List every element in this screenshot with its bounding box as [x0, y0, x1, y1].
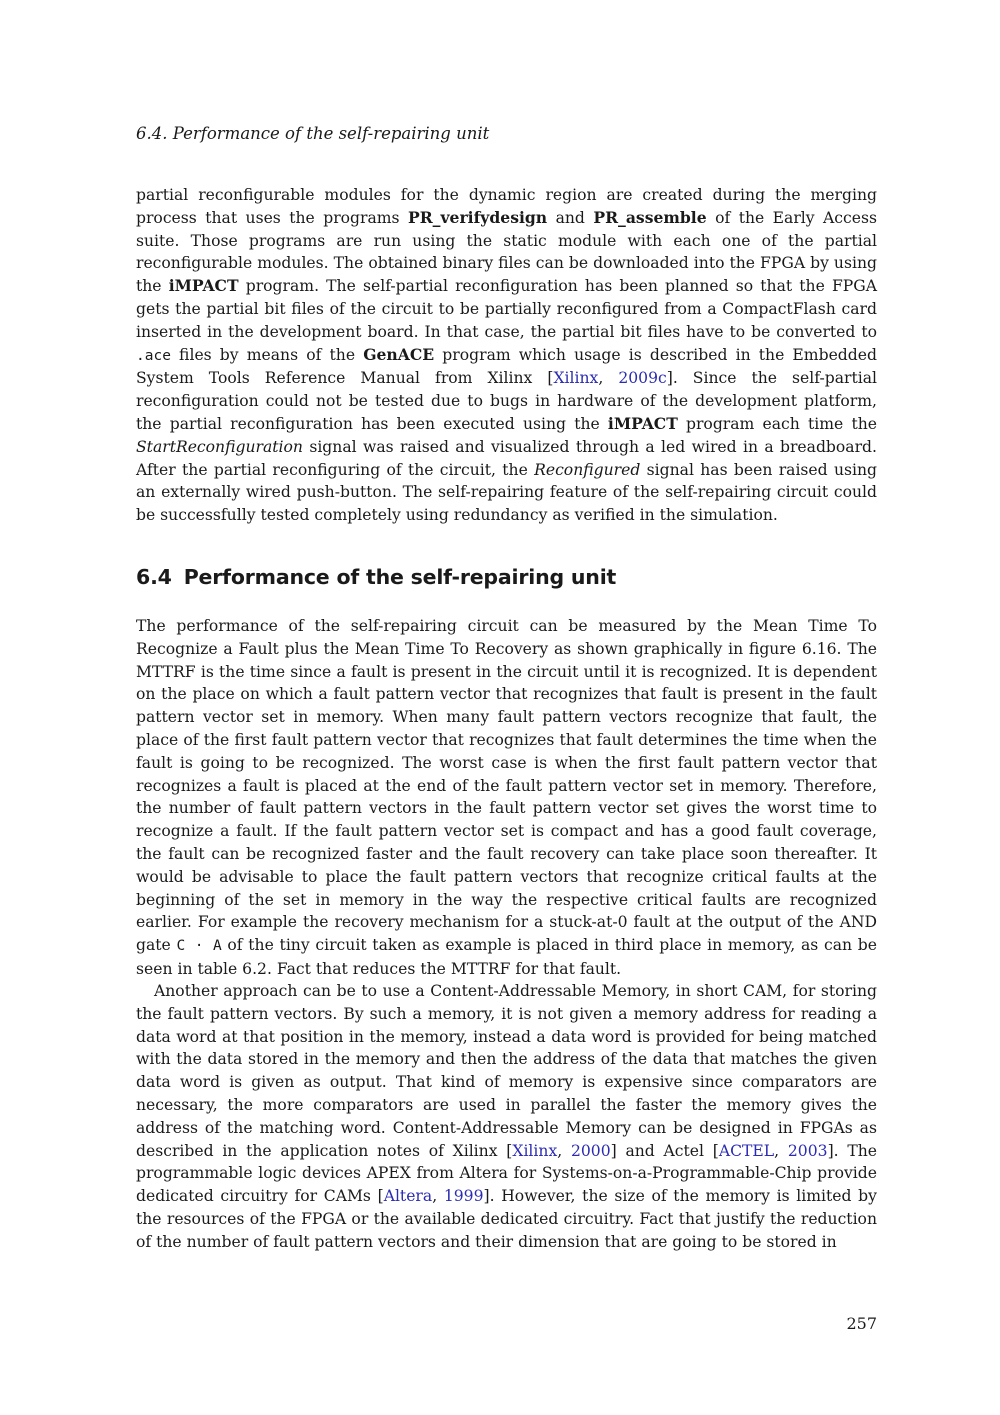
section-number: 6.4 — [136, 565, 172, 589]
citation-link[interactable]: Altera — [383, 1187, 433, 1206]
signal-name: StartReconfiguration — [136, 437, 303, 456]
program-name: iMPACT — [168, 276, 239, 296]
citation-link[interactable]: Xilinx — [512, 1141, 558, 1160]
program-name: PR_verifydesign — [408, 207, 548, 227]
paragraph-performance: The performance of the self-repairing circuit can be measured by the Mean Time To Recognize a Fault plus the Mean Time To Recovery as shown graphically in figure 6.16. The MTTRF is the time since a fault is present in the circuit until it is recognized. It is dependent on the place on which a fault pattern vector that recognizes that fault is present in the fault pattern vector set in memory. When many fault pattern vectors recognize that fault, the place of the first fault pattern vector that recognizes that fault determines the time when the fault is going to be recognized. The worst case is when the first fault pattern vector that recognizes a fault is placed at the end of the fault pattern vector set in memory. Therefore, the number of fault pattern vectors in the fault pattern vector set gives the worst time to recognize a fault. If the fault pattern vector set is compact and has a good fault coverage, the fault can be recognized faster and the fault recovery can take place soon thereafter. It would be advisable to place the fault pattern vectors that recognize critical faults at the beginning of the set in memory in the way the respective critical faults are recognized earlier. For example the recovery mechanism for a stuck-at-0 fault at the output of the AND gate C · A of the tiny circuit taken as example is placed in third place in memory, as can be seen in table 6.2. Fact that reduces the MTTRF for that fault. — [136, 617, 877, 978]
citation-link[interactable]: 2009c — [618, 369, 667, 388]
signal-name: Reconfigured — [534, 460, 641, 479]
program-name: PR_assemble — [593, 207, 707, 227]
citation-link[interactable]: ACTEL — [718, 1141, 775, 1160]
paragraph-cam: Another approach can be to use a Content-Addressable Memory, in short CAM, for storing the fault pattern vectors. By such a memory, it is not given a memory address for reading a data word at that position in the memory, instead a data word is provided for being matched with the data stored in the memory and then the address of the data that matches the given data word is given as output. That kind of memory is expensive since comparators are necessary, the more comparators are used in parallel the faster the memory gives the address of the matching word. Content-Addressable Memory can be designed in FPGAs as described in the application notes of Xilinx [Xilinx, 2000] and Actel [ACTEL, 2003]. The programmable logic devices APEX from Altera for Systems-on-a-Programmable-Chip provide dedicated circuitry for CAMs [Altera, 1999]. However, the size of the memory is limited by the resources of the FPGA or the available dedicated circuitry. Fact that justify the reduction of the number of fault pattern vectors and their dimension that are going to be stored in — [136, 982, 878, 1251]
program-name: GenACE — [363, 344, 435, 364]
citation-link[interactable]: 2003 — [787, 1141, 828, 1160]
paragraph-reconfiguration: partial reconfigurable modules for the dynamic region are created during the merging process that uses the programs PR_verifydesign and PR_assemble of the Early Access suite. Those programs are run using the static module with each one of the partial reconfigurable modules. The obtained binary files can be downloaded into the FPGA by using the iMPACT program. The self-partial reconfiguration has been planned so that the FPGA gets the partial bit files of the circuit to be partially reconfigured from a CompactFlash card inserted in the development board. In that case, the partial bit files have to be converted to .ace files by means of the GenACE program which usage is described in the Embedded System Tools Reference Manual from Xilinx [Xilinx, 2009c]. Since the self-partial reconfiguration could not be tested due to bugs in hardware of the development platform, the partial reconfiguration has been executed using the iMPACT program each time the StartReconfiguration signal was raised and visualized through a led wired in a breadboard. After the partial reconfiguring of the circuit, the Reconfigured signal has been raised using an externally wired push-button. The self-repairing feature of the self-repairing circuit could be successfully tested completely using redundancy as verified in the simulation. — [136, 186, 878, 525]
file-extension: .ace — [136, 347, 171, 364]
page-number: 257 — [846, 1314, 877, 1333]
running-head: 6.4. Performance of the self-repairing unit — [136, 124, 490, 143]
gate-expression: C · A — [176, 938, 222, 955]
citation-link[interactable]: 2000 — [570, 1141, 611, 1160]
citation-link[interactable]: 1999 — [443, 1187, 484, 1206]
program-name: iMPACT — [607, 413, 678, 433]
section-title: Performance of the self-repairing unit — [183, 565, 617, 589]
citation-link[interactable]: Xilinx — [553, 369, 599, 388]
section-heading — [136, 565, 616, 589]
